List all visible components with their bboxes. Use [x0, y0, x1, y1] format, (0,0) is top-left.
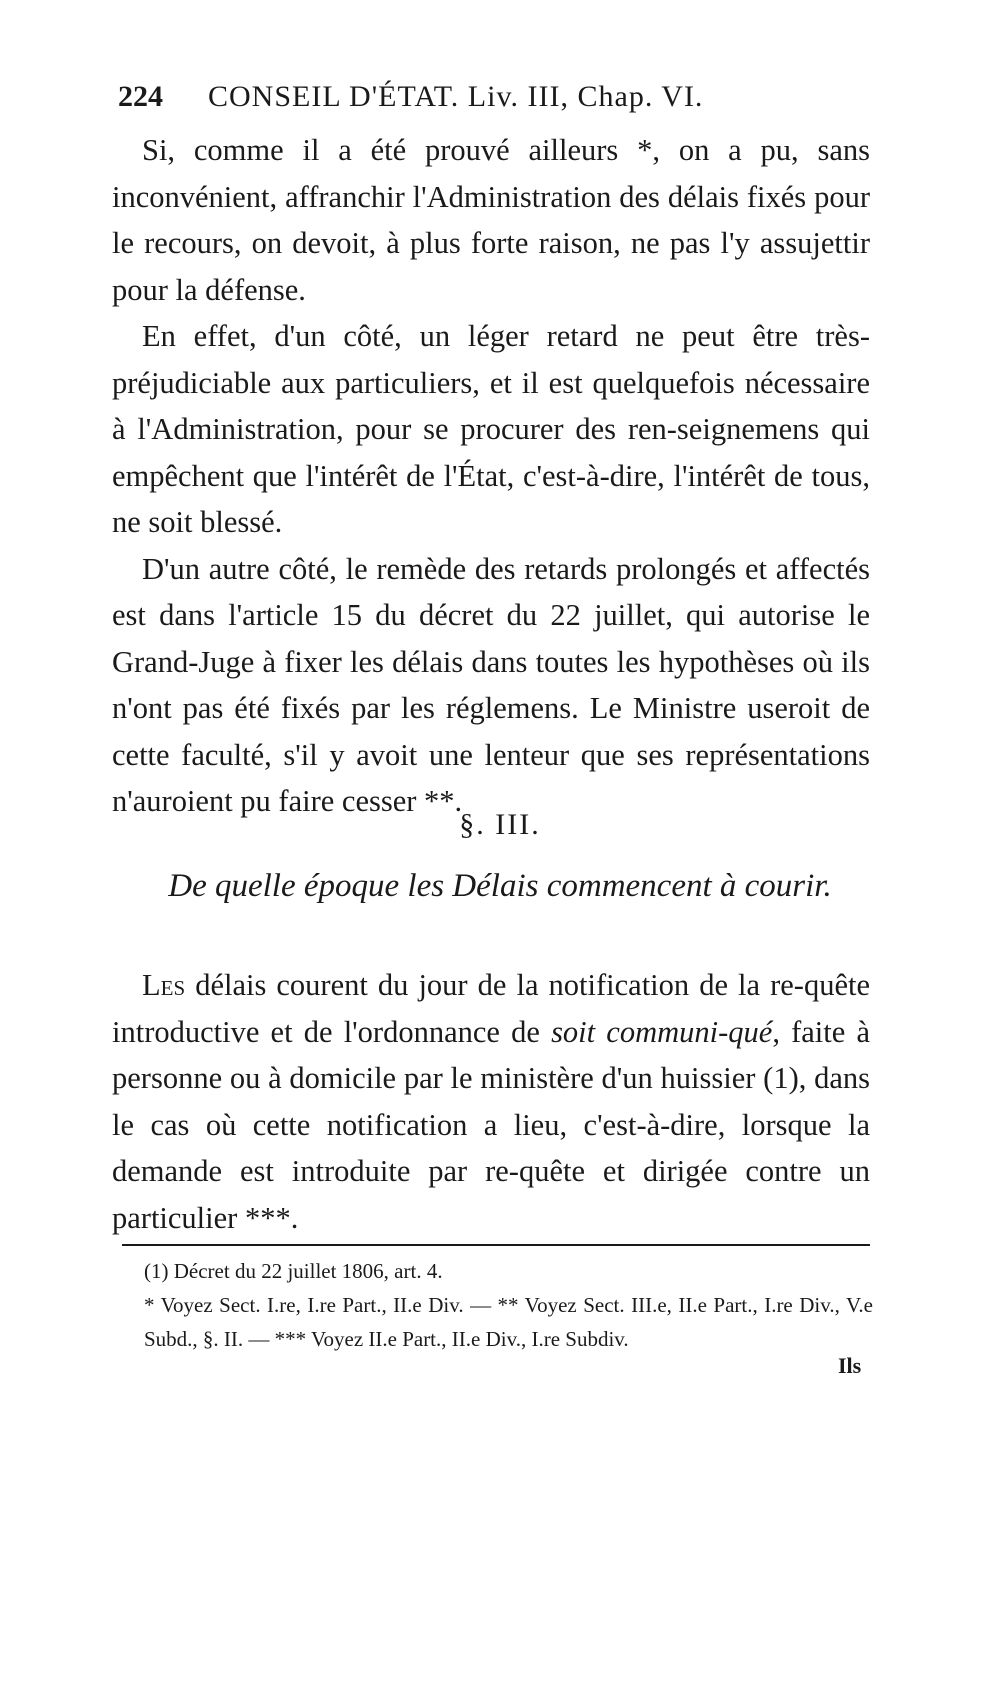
footnote: * Voyez Sect. I.re, I.re Part., II.e Div. — ** Voyez Sect. III.e, II.e Part., I.re Div., V.e Subd., §. II. — *** Voyez II.e Part., II.e Div., I.re Subdiv.: [144, 1293, 873, 1351]
paragraph: Si, comme il a été prouvé ailleurs *, on a pu, sans inconvénient, affranchir l'Administration des délais fixés pour le recours, on devoit, à plus forte raison, ne pas l'y assujettir pour la défense.: [112, 133, 870, 307]
catchword: Ils: [838, 1353, 862, 1378]
section-body-text: [112, 962, 870, 1241]
body-text: [112, 127, 870, 825]
section-number: §. III.: [459, 808, 541, 841]
section-title: De quelle époque les Délais commencent à courir.: [168, 868, 832, 904]
footnote: (1) Décret du 22 juillet 1806, art. 4.: [144, 1259, 443, 1283]
running-head: [118, 80, 818, 114]
paragraph: [112, 962, 870, 1241]
paragraph-text: délais courent du jour de la notification de la re-quête introductive et de l'ordonnance de: [112, 968, 870, 1049]
page-number: 224: [118, 80, 163, 113]
paragraph: En effet, d'un côté, un léger retard ne peut être très-préjudiciable aux particuliers, et il est quelquefois nécessaire à l'Administration, pour se procurer des ren-seignemens qui empêchent que l'intérêt de l'État, c'est-à-dire, l'intérêt de tous, ne soit blessé.: [112, 319, 870, 539]
paragraph-lead-word: Les: [142, 968, 186, 1002]
paragraph: D'un autre côté, le remède des retards prolongés et affectés est dans l'article 15 du décret du 22 juillet, qui autorise le Grand-Juge à fixer les délais dans toutes les hypothèses où ils n'ont pas été fixés par les réglemens. Le Ministre useroit de cette faculté, s'il y avoit une lenteur que ses représentations n'auroient pu faire cesser **.: [112, 551, 870, 818]
running-title: CONSEIL D'ÉTAT. Liv. III, Chap. VI.: [208, 80, 704, 113]
footnote-rule: [122, 1244, 870, 1246]
footnotes: [118, 1254, 873, 1356]
italic-phrase: soit communi-qué: [551, 1014, 773, 1049]
paragraph-text: , faite à personne ou à domicile par le ministère d'un huissier (1), dans le cas où cette notification a lieu, c'est-à-dire, lorsque la demande est introduite par re-quête et dirigée contre un particulier ***.: [112, 1014, 870, 1235]
